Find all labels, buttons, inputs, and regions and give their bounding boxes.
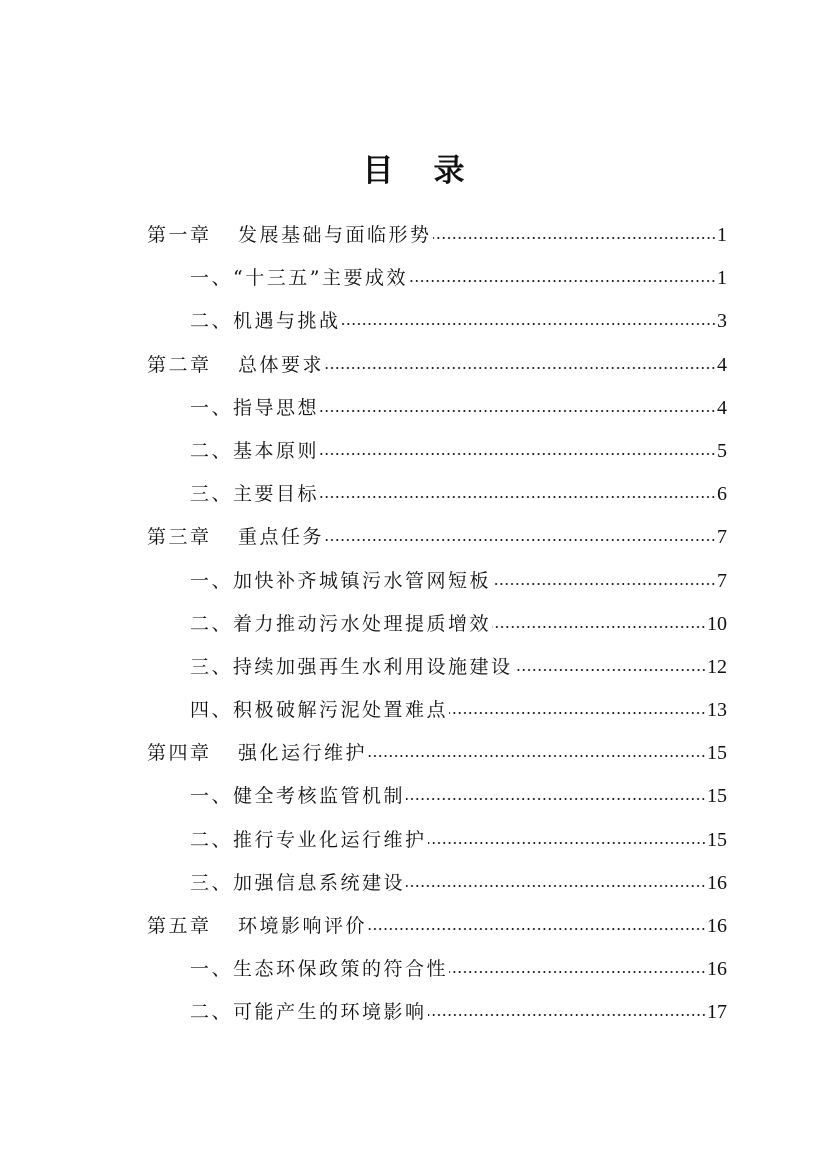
- section-title: 基本原则: [233, 439, 320, 462]
- section-title: 加强信息系统建设: [233, 871, 406, 894]
- toc-entry-section[interactable]: [147, 389, 727, 432]
- dot-leader: [406, 782, 706, 802]
- page-number: 16: [707, 871, 727, 894]
- toc-entry-chapter-2[interactable]: [147, 346, 727, 389]
- page-number: 16: [707, 958, 727, 981]
- section-number: 二、: [190, 439, 234, 462]
- section-number: 一、: [190, 267, 234, 290]
- dot-leader: [409, 264, 716, 284]
- dot-leader: [342, 307, 716, 327]
- toc-entry-section[interactable]: [147, 302, 727, 345]
- page-number: 1: [717, 224, 727, 246]
- dot-leader: [449, 955, 706, 975]
- dot-leader: [449, 696, 706, 716]
- section-title: 生态环保政策的符合性: [233, 958, 449, 981]
- chapter-title: 重点任务: [238, 526, 325, 549]
- toc-entry-section[interactable]: [147, 562, 727, 605]
- page-number: 4: [717, 396, 727, 419]
- toc-entry-section[interactable]: [147, 605, 727, 648]
- page-number: 3: [717, 310, 727, 333]
- page-number: 16: [707, 915, 727, 937]
- section-title: 推行专业化运行维护: [233, 828, 427, 851]
- section-number: 三、: [190, 871, 234, 894]
- dot-leader: [320, 437, 716, 457]
- toc-entry-section[interactable]: [147, 432, 727, 475]
- page-number: 6: [717, 483, 727, 506]
- page-number: 1: [717, 267, 727, 290]
- page-number: 17: [707, 1001, 727, 1024]
- section-title: 加快补齐城镇污水管网短板: [233, 569, 492, 592]
- page-number: 15: [707, 785, 727, 808]
- page-number: 15: [707, 828, 727, 851]
- toc-entry-label: [147, 216, 432, 254]
- toc-entry-label: [190, 475, 319, 513]
- toc-entry-label: [190, 691, 448, 729]
- dot-leader: [325, 523, 716, 543]
- section-number: 四、: [190, 699, 234, 722]
- toc-entry-section[interactable]: [147, 648, 727, 691]
- toc-entry-section[interactable]: [147, 777, 727, 820]
- section-number: 三、: [190, 483, 234, 506]
- toc-entry-section[interactable]: [147, 259, 727, 302]
- section-number: 二、: [190, 828, 234, 851]
- table-of-contents: [147, 216, 727, 1037]
- page-number: 12: [707, 655, 727, 678]
- section-title: 机遇与挑战: [233, 310, 341, 333]
- chapter-title: 总体要求: [238, 353, 325, 376]
- dot-leader: [492, 567, 716, 587]
- section-title: 可能产生的环境影响: [233, 1001, 427, 1024]
- section-number: 二、: [190, 1001, 234, 1024]
- toc-entry-label: [147, 346, 324, 384]
- toc-entry-section[interactable]: [147, 691, 727, 734]
- chapter-number: 第五章: [147, 915, 212, 937]
- dot-leader: [406, 869, 706, 889]
- chapter-number: 第一章: [147, 224, 212, 246]
- page-number: 4: [717, 353, 727, 376]
- chapter-number: 第四章: [147, 742, 212, 765]
- toc-entry-label: [190, 389, 319, 427]
- toc-entry-chapter-3[interactable]: [147, 518, 727, 561]
- section-number: 一、: [190, 396, 234, 419]
- toc-entry-label: [190, 777, 405, 815]
- section-title: 健全考核监管机制: [233, 785, 406, 808]
- dot-leader: [368, 912, 706, 932]
- toc-entry-label: [190, 993, 427, 1031]
- chapter-number: 第二章: [147, 353, 212, 376]
- dot-leader: [368, 739, 706, 759]
- section-title: 着力推动污水处理提质增效: [233, 612, 492, 635]
- title-char-1: 目: [362, 152, 394, 189]
- section-number: 三、: [190, 655, 234, 678]
- toc-entry-section[interactable]: [147, 993, 727, 1036]
- page-title: [0, 147, 827, 195]
- dot-leader: [428, 826, 706, 846]
- page-number: 7: [717, 526, 727, 549]
- dot-leader: [320, 394, 716, 414]
- section-number: 一、: [190, 785, 234, 808]
- toc-entry-label: [190, 864, 405, 902]
- section-title: 持续加强再生水利用设施建设: [233, 655, 513, 678]
- toc-entry-label: [190, 821, 427, 859]
- toc-entry-section[interactable]: [147, 475, 727, 518]
- page-number: 5: [717, 439, 727, 462]
- page-number: 10: [707, 612, 727, 635]
- section-title: “十三五”主要成效: [233, 267, 408, 290]
- toc-entry-label: [147, 907, 367, 945]
- toc-entry-chapter-1[interactable]: [147, 216, 727, 259]
- chapter-number: 第三章: [147, 526, 212, 549]
- section-title: 积极破解污泥处置难点: [233, 699, 449, 722]
- dot-leader: [433, 221, 716, 241]
- section-title: 指导思想: [233, 396, 320, 419]
- dot-leader: [492, 610, 706, 630]
- section-number: 一、: [190, 569, 234, 592]
- section-title: 主要目标: [233, 483, 320, 506]
- toc-entry-section[interactable]: [147, 950, 727, 993]
- toc-entry-section[interactable]: [147, 821, 727, 864]
- chapter-title: 强化运行维护: [238, 742, 368, 765]
- toc-entry-label: [147, 518, 324, 556]
- title-char-2: 录: [433, 152, 465, 189]
- toc-entry-label: [147, 734, 367, 772]
- dot-leader: [320, 480, 716, 500]
- chapter-title: 环境影响评价: [238, 915, 368, 937]
- section-number: 二、: [190, 310, 234, 333]
- toc-entry-chapter-5[interactable]: [147, 907, 727, 950]
- page-number: 7: [717, 569, 727, 592]
- page-number: 13: [707, 699, 727, 722]
- toc-entry-chapter-4[interactable]: [147, 734, 727, 777]
- dot-leader: [325, 351, 716, 371]
- section-number: 一、: [190, 958, 234, 981]
- toc-entry-label: [190, 562, 491, 600]
- page-number: 15: [707, 742, 727, 765]
- toc-entry-label: [190, 302, 341, 340]
- dot-leader: [514, 653, 706, 673]
- toc-entry-label: [190, 950, 448, 988]
- toc-entry-label: [190, 648, 513, 686]
- toc-entry-label: [190, 259, 408, 297]
- dot-leader: [428, 998, 706, 1018]
- toc-entry-section[interactable]: [147, 864, 727, 907]
- toc-entry-label: [190, 432, 319, 470]
- chapter-title: 发展基础与面临形势: [238, 224, 432, 246]
- section-number: 二、: [190, 612, 234, 635]
- toc-entry-label: [190, 605, 491, 643]
